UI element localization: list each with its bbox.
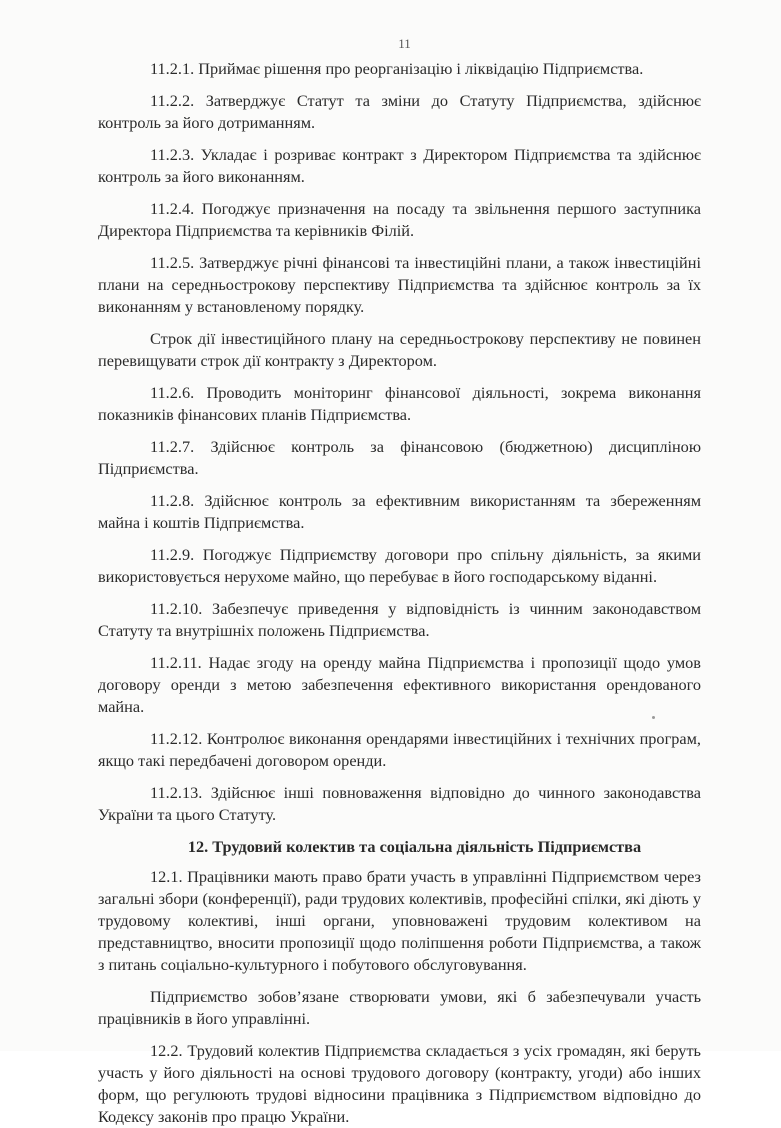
paragraph-11-2-5: 11.2.5. Затверджує річні фінансові та інвестиційні плани, а також інвестиційні плани на середньострокову перспективу Підприємства та здійснює контроль за їх виконанням у встановленому порядку. <box>98 253 701 316</box>
paragraph-12-1: 12.1. Працівники мають право брати участь в управлінні Підприємством через загальні збори (конференції), ради трудових колективів, професійні спілки, які діють у трудовому колективі, інші органи, уповноважені трудовим колективом на представництво, вносити пропозиції щодо поліпшення роботи Підприємства, а також з питань соціально-культурного і побутового обслуговування. <box>98 867 701 974</box>
paragraph-11-2-1: 11.2.1. Приймає рішення про реорганізацію і ліквідацію Підприємства. <box>150 59 644 78</box>
paragraph-11-2-13: 11.2.13. Здійснює інші повноваження відповідно до чинного законодавства України та цього Статуту. <box>98 783 701 824</box>
paragraph-11-2-6: 11.2.6. Проводить моніторинг фінансової діяльності, зокрема виконання показників фінансових планів Підприємства. <box>98 383 701 424</box>
scan-speck <box>652 716 655 719</box>
paragraph-11-2-7: 11.2.7. Здійснює контроль за фінансовою (бюджетною) дисципліною Підприємства. <box>98 437 701 478</box>
paragraph-11-2-8: 11.2.8. Здійснює контроль за ефективним використанням та збереженням майна і коштів Підприємства. <box>98 491 701 532</box>
paragraph-11-2-9: 11.2.9. Погоджує Підприємству договори про спільну діяльність, за якими використовується нерухоме майно, що перебуває в його господарському віданні. <box>98 545 701 586</box>
paragraph-11-2-12: 11.2.12. Контролює виконання орендарями інвестиційних і технічних програм, якщо такі передбачені договором оренди. <box>98 729 701 770</box>
paragraph-11-2-3: 11.2.3. Укладає і розриває контракт з Директором Підприємства та здійснює контроль за його виконанням. <box>98 145 701 186</box>
paragraph-enterprise-obligation: Підприємство зобов’язане створювати умови, які б забезпечували участь працівників в його управлінні. <box>98 987 701 1028</box>
paragraph-12-2: 12.2. Трудовий колектив Підприємства складається з усіх громадян, які беруть участь у його діяльності на основі трудового договору (контракту, угоди) або інших форм, що регулюють трудові відносини працівника з Підприємством відповідно до Кодексу законів про працю України. <box>98 1041 701 1126</box>
paragraph-11-2-11: 11.2.11. Надає згоду на оренду майна Підприємства і пропозиції щодо умов договору оренди з метою забезпечення ефективного використання орендованого майна. <box>98 653 701 716</box>
section-heading: 12. Трудовий колектив та соціальна діяльність Підприємства <box>187 837 642 856</box>
paragraph-11-2-10: 11.2.10. Забезпечує приведення у відповідність із чинним законодавством Статуту та внутрішніх положень Підприємства. <box>98 599 701 640</box>
page-number: 11 <box>398 36 411 51</box>
paragraph-11-2-2: 11.2.2. Затверджує Статут та зміни до Статуту Підприємства, здійснює контроль за його дотриманням. <box>98 91 701 132</box>
paragraph-11-2-4: 11.2.4. Погоджує призначення на посаду та звільнення першого заступника Директора Підприємства та керівників Філій. <box>98 199 701 240</box>
paragraph-investment-plan-term: Строк дії інвестиційного плану на середньострокову перспективу не повинен перевищувати строк дії контракту з Директором. <box>98 329 701 370</box>
